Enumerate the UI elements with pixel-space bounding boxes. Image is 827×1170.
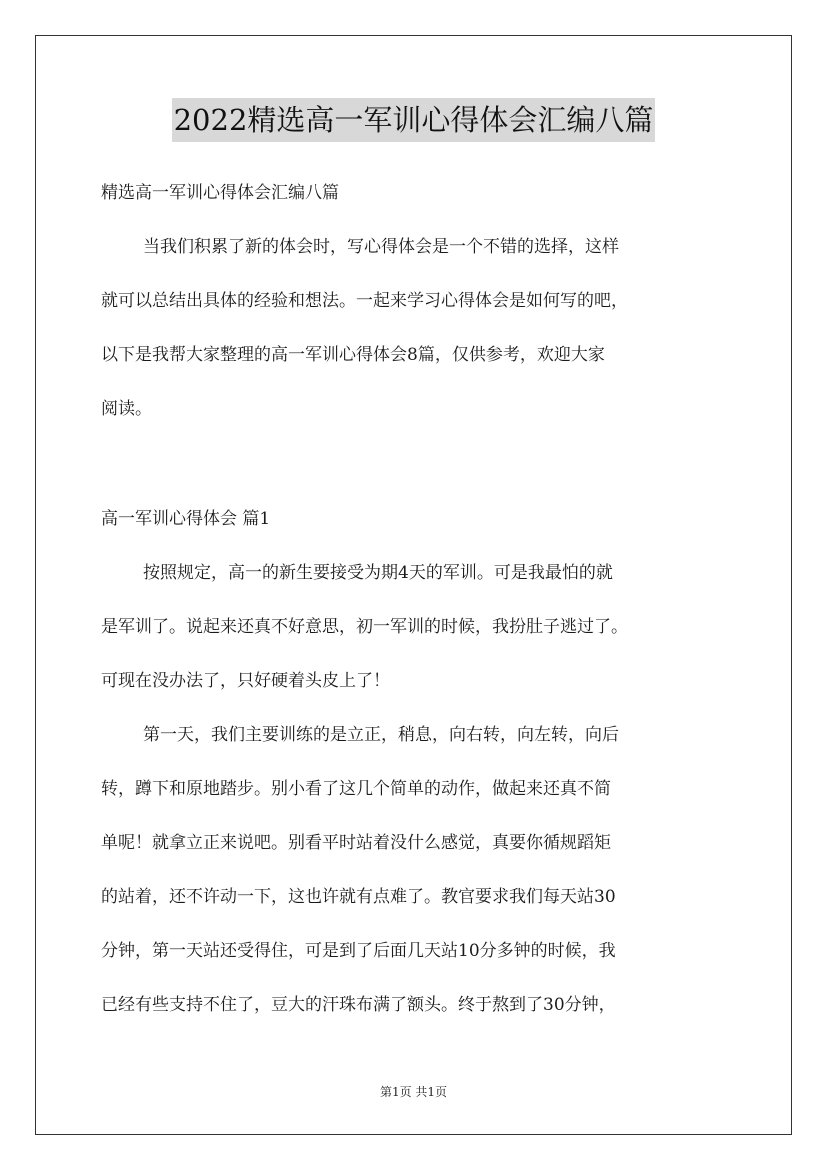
paragraph-line: 是军训了。说起来还真不好意思，初一军训的时候，我扮肚子逃过了。 <box>101 617 628 637</box>
paragraph-line: 已经有些支持不住了，豆大的汗珠布满了额头。终于熬到了30分钟， <box>101 995 616 1015</box>
intro-line: 就可以总结出具体的经验和想法。一起来学习心得体会是如何写的吧， <box>101 291 628 311</box>
paragraph-line: 分钟，第一天站还受得住，可是到了后面几天站10分多钟的时候，我 <box>101 941 616 961</box>
paragraph-line: 转，蹲下和原地踏步。别小看了这几个简单的动作，做起来还真不简 <box>101 779 611 799</box>
title-container <box>0 98 827 142</box>
intro-line: 以下是我帮大家整理的高一军训心得体会8篇，仅供参考，欢迎大家 <box>101 345 605 365</box>
paragraph-line: 的站着，还不许动一下，这也许就有点难了。教官要求我们每天站30 <box>101 887 616 907</box>
paragraph-line: 可现在没办法了，只好硬着头皮上了！ <box>101 671 390 691</box>
intro-line: 阅读。 <box>101 399 152 419</box>
document-subtitle: 精选高一军训心得体会汇编八篇 <box>101 183 339 203</box>
intro-line: 当我们积累了新的体会时，写心得体会是一个不错的选择，这样 <box>143 237 619 257</box>
document-title: 2022精选高一军训心得体会汇编八篇 <box>172 98 656 142</box>
paragraph-line: 第一天，我们主要训练的是立正，稍息，向右转，向左转，向后 <box>143 725 619 745</box>
paragraph-line: 按照规定，高一的新生要接受为期4天的军训。可是我最怕的就 <box>143 563 613 583</box>
section-heading: 高一军训心得体会 篇1 <box>101 509 271 529</box>
page-number-footer: 第1页 共1页 <box>379 1085 448 1099</box>
paragraph-line: 单呢！就拿立正来说吧。别看平时站着没什么感觉，真要你循规蹈矩 <box>101 833 611 853</box>
